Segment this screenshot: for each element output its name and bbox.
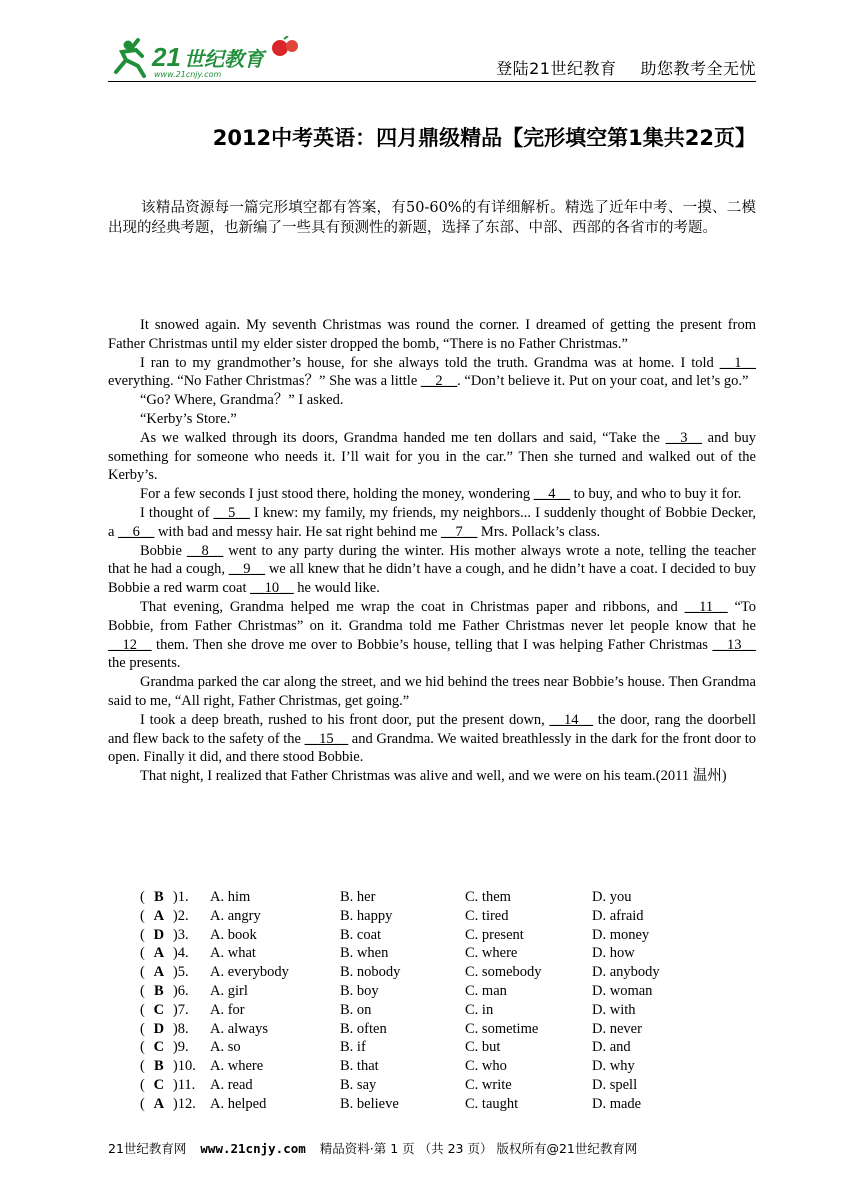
question-answer: ( A )4. [140, 945, 189, 962]
svg-text:世纪教育: 世纪教育 [184, 47, 264, 71]
option-a: A. always [210, 1020, 268, 1037]
option-c: C. them [465, 889, 511, 905]
question-number: 10. [177, 1058, 196, 1075]
option-a: A. so [210, 1039, 241, 1056]
passage-text: “Kerby’s Store.” [140, 410, 237, 427]
header-divider [108, 81, 756, 82]
option-c: C. but [465, 1039, 501, 1056]
passage-text: I took a deep breath, rushed to his front door, put the present down, [140, 711, 550, 728]
site-logo [108, 36, 308, 80]
option-c: C. sometime [465, 1020, 539, 1037]
apple-icon [272, 36, 298, 56]
passage-text: As we walked through its doors, Grandma handed me ten dollars and said, “Take the [140, 429, 666, 446]
header-slogan [472, 56, 756, 79]
option-b: B. nobody [340, 964, 401, 981]
passage-text: “To Bobbie, from Father Christmas” on it. Grandma told me Father Christmas never let people know that he [108, 598, 757, 634]
answer-letter: A [153, 907, 165, 924]
question-answer: ( A )12. [140, 1095, 196, 1112]
question-answer: ( D )3. [140, 926, 189, 943]
question-row [140, 963, 760, 982]
question-number: 3. [177, 926, 189, 943]
option-b: B. believe [340, 1095, 399, 1112]
option-a: A. for [210, 1001, 245, 1018]
passage-paragraph [108, 391, 756, 410]
question-row [140, 1076, 760, 1095]
option-b: B. coat [340, 926, 382, 943]
option-b: B. boy [340, 982, 379, 999]
slogan-login: 登陆21世纪教育 [496, 59, 617, 78]
option-a: A. book [210, 926, 257, 943]
option-d: D. why [592, 1058, 635, 1075]
passage-text: went to any party during the winter. His mother always wrote a note, telling the teacher that he had a cough, [108, 542, 756, 578]
option-d: D. and [592, 1039, 631, 1056]
question-row [140, 926, 760, 945]
svg-text:21: 21 [152, 42, 181, 72]
blank-marker: __2__ [420, 373, 458, 390]
footer-right: 精品资料·第 1 页 （共 23 页） 版权所有@21世纪教育网 [319, 1141, 638, 1156]
question-row [140, 1001, 760, 1020]
answer-letter: C [153, 1076, 165, 1093]
option-c: C. tired [465, 907, 509, 924]
passage-paragraph [108, 711, 756, 767]
svg-text:www.21cnjy.com: www.21cnjy.com [154, 70, 222, 79]
option-c: C. present [465, 926, 524, 943]
answer-letter: D [153, 1020, 165, 1037]
question-answer: ( B )10. [140, 1058, 196, 1075]
option-d: D. how [592, 945, 635, 962]
option-d: D. afraid [592, 907, 644, 924]
option-a: A. read [210, 1076, 253, 1093]
option-d: D. woman [592, 982, 653, 999]
question-row [140, 1020, 760, 1039]
question-number: 11. [177, 1076, 196, 1093]
question-answer: ( C )7. [140, 1001, 189, 1018]
question-row [140, 888, 760, 907]
question-number: 7. [177, 1001, 189, 1018]
option-c: C. man [465, 982, 507, 999]
passage-text: For a few seconds I just stood there, holding the money, wondering [140, 486, 534, 503]
passage-text: “Go? Where, Grandma？” I asked. [140, 392, 344, 409]
option-b: B. on [340, 1001, 372, 1018]
question-number: 5. [177, 964, 189, 981]
question-row [140, 1057, 760, 1076]
blank-marker: __7__ [441, 523, 478, 540]
passage-paragraph [108, 316, 756, 354]
passage-text: the presents. [108, 655, 181, 672]
blank-marker: __12__ [108, 636, 152, 653]
blank-marker: __8__ [186, 542, 224, 559]
passage-text: we all knew that he didn’t have a cough, and he didn’t have a coat. I decided to buy Bobbie a red warm coat [108, 561, 756, 597]
option-d: D. you [592, 889, 632, 905]
passage-text: he would like. [293, 580, 380, 597]
page-footer [108, 1139, 756, 1157]
option-c: C. taught [465, 1095, 519, 1112]
option-d: D. spell [592, 1076, 638, 1093]
passage-text: everything. “No Father Christmas？” She was a little [108, 373, 421, 390]
blank-marker: __4__ [533, 486, 570, 503]
blank-marker: __3__ [665, 429, 702, 446]
option-b: B. say [340, 1076, 377, 1093]
question-row [140, 1038, 760, 1057]
blank-marker: __9__ [228, 561, 266, 578]
intro-paragraph: 该精品资源每一篇完形填空都有答案，有50-60%的有详细解析。精选了近年中考、一摸、二模出现的经典考题，也新编了一些具有预测性的新题，选择了东部、中部、西部的各省市的考题。 [108, 200, 756, 236]
passage-text: . “Don’t believe it. Put on your coat, and let’s go.” [457, 373, 749, 390]
question-answer: ( C )11. [140, 1076, 196, 1093]
answer-letter: A [153, 945, 165, 962]
slogan-help: 助您教考全无忧 [640, 59, 756, 78]
option-b: B. her [340, 889, 376, 905]
footer-left: 21世纪教育网 [108, 1141, 187, 1156]
passage-text: That evening, Grandma helped me wrap the coat in Christmas paper and ribbons, and [140, 598, 685, 615]
passage-text: with bad and messy hair. He sat right behind me [154, 523, 442, 540]
passage-text: them. Then she drove me over to Bobbie’s house, telling that I was helping Father Christmas [151, 636, 713, 653]
blank-marker: __1__ [719, 354, 756, 371]
question-number: 6. [177, 982, 189, 999]
question-row [140, 982, 760, 1001]
option-a: A. angry [210, 907, 261, 924]
passage-text: It snowed again. My seventh Christmas was round the corner. I dreamed of getting the present from Father Christmas until my elder sister dropped the bomb, “There is no Father Christmas.” [108, 317, 756, 352]
option-c: C. who [465, 1058, 507, 1075]
question-answer: ( A )2. [140, 907, 189, 924]
blank-marker: __5__ [213, 504, 250, 521]
option-a: A. helped [210, 1095, 267, 1112]
option-a: A. girl [210, 982, 248, 999]
passage [108, 316, 756, 786]
question-answer: ( A )5. [140, 964, 189, 981]
blank-marker: __15__ [304, 730, 349, 747]
option-b: B. happy [340, 907, 393, 924]
option-a: A. everybody [210, 964, 289, 981]
option-d: D. never [592, 1020, 642, 1037]
passage-text: I ran to my grandmother’s house, for she always told the truth. Grandma was at home. I told [140, 354, 720, 371]
blank-marker: __13__ [712, 636, 756, 653]
passage-text: I thought of [140, 504, 214, 521]
passage-text: to buy, and who to buy it for. [569, 486, 742, 503]
passage-paragraph [108, 767, 756, 786]
question-row [140, 944, 760, 963]
question-answer: ( C )9. [140, 1039, 189, 1056]
option-a: A. him [210, 889, 251, 905]
blank-marker: __14__ [549, 711, 594, 728]
answer-letter: D [153, 926, 165, 943]
passage-text: Mrs. Pollack’s class. [477, 523, 601, 540]
passage-text: That night, I realized that Father Christmas was alive and well, and we were on his team.(2011 温州) [140, 768, 727, 785]
option-a: A. where [210, 1058, 264, 1075]
option-d: D. anybody [592, 964, 660, 981]
passage-text: Bobbie [140, 542, 187, 559]
passage-paragraph [108, 504, 756, 542]
question-number: 2. [177, 907, 189, 924]
page-header [108, 36, 756, 84]
option-b: B. often [340, 1020, 387, 1037]
answer-letter: A [153, 964, 165, 981]
runner-icon [116, 40, 144, 76]
answer-letter: C [153, 1039, 165, 1056]
blank-marker: __10__ [250, 580, 294, 597]
option-b: B. that [340, 1058, 379, 1075]
passage-paragraph [108, 598, 756, 673]
question-answer: ( B )1. [140, 889, 189, 905]
option-b: B. when [340, 945, 389, 962]
answer-letter: B [154, 889, 164, 905]
option-d: D. made [592, 1095, 642, 1112]
answer-letter: C [153, 1001, 165, 1018]
question-number: 8. [177, 1020, 189, 1037]
answer-letter: A [153, 1095, 165, 1112]
passage-text: Grandma parked the car along the street, and we hid behind the trees near Bobbie’s house. Then Grandma said to me, “All right, Father Christmas, get going.” [108, 674, 756, 709]
answer-letter: B [154, 982, 164, 999]
passage-paragraph [108, 410, 756, 429]
question-answer: ( D )8. [140, 1020, 189, 1037]
option-b: B. if [340, 1039, 366, 1056]
option-c: C. where [465, 945, 518, 962]
option-c: C. write [465, 1076, 512, 1093]
passage-text: the door, rang the doorbell and flew back to the safety of the [108, 711, 756, 747]
question-row [140, 907, 760, 926]
answer-letter: B [154, 1058, 164, 1075]
passage-text: I knew: my family, my friends, my neighbors... I suddenly thought of Bobbie Decker, a [108, 504, 756, 540]
option-c: C. in [465, 1001, 494, 1018]
footer-site: www.21cnjy.com [200, 1141, 306, 1156]
question-number: 4. [177, 945, 189, 962]
page-title: 2012中考英语：四月鼎级精品【完形填空第1集共22页】 [212, 126, 756, 150]
passage-text: and buy something for someone who needs it. I’ll wait for you in the car.” Then she turned and walked out of the Kerby’s. [108, 429, 757, 484]
passage-text: and Grandma. We waited breathlessly in the dark for the front door to open. Finally it did, and there stood Bobbie. [108, 730, 757, 766]
question-row [140, 1095, 760, 1114]
question-number: 9. [177, 1039, 189, 1056]
passage-paragraph [108, 542, 756, 598]
question-list [140, 888, 760, 1114]
question-number: 1. [177, 889, 189, 905]
question-number: 12. [177, 1095, 196, 1112]
passage-paragraph [108, 485, 756, 504]
option-d: D. with [592, 1001, 636, 1018]
option-d: D. money [592, 926, 650, 943]
passage-paragraph [108, 673, 756, 711]
blank-marker: __11__ [684, 598, 728, 615]
passage-paragraph [108, 429, 756, 485]
blank-marker: __6__ [118, 523, 155, 540]
question-answer: ( B )6. [140, 982, 189, 999]
passage-paragraph [108, 354, 756, 392]
option-a: A. what [210, 945, 256, 962]
option-c: C. somebody [465, 964, 542, 981]
